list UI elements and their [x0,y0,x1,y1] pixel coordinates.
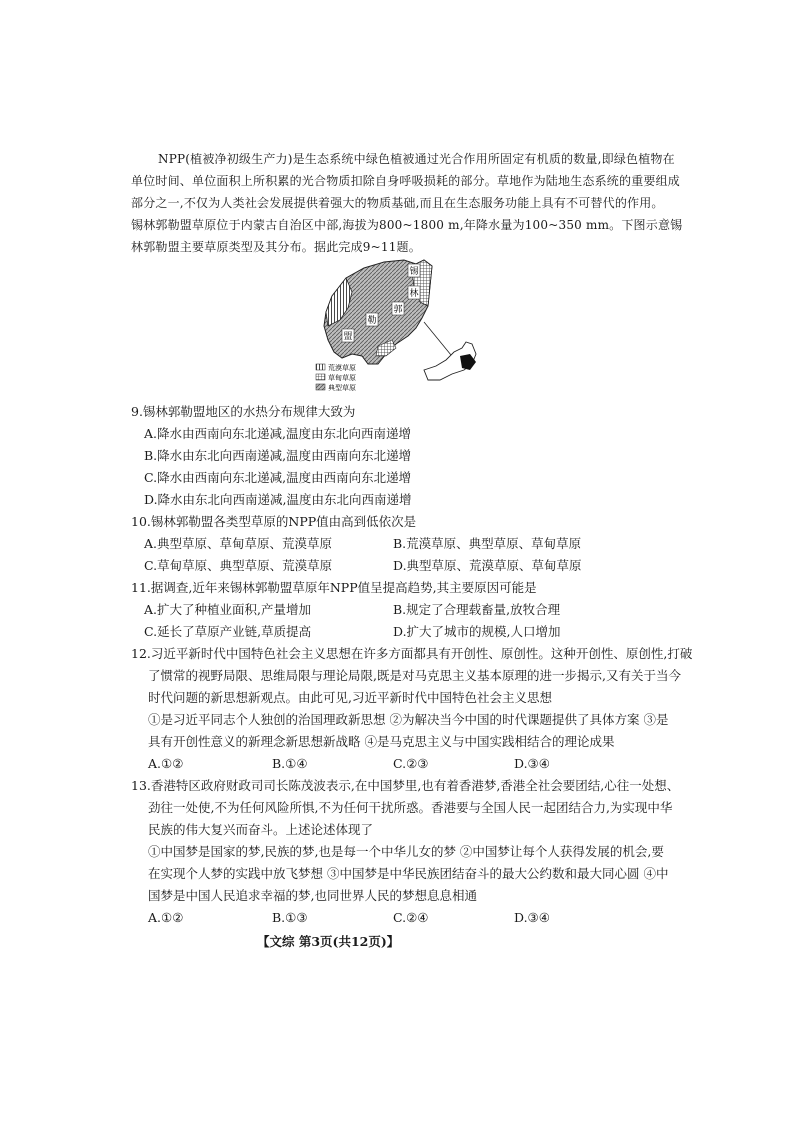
q13-option-d[interactable]: D.③④ [514,910,550,925]
legend-meadow: 草甸草原 [328,374,356,382]
map-svg [312,256,482,398]
q11-option-b[interactable]: B.规定了合理载畜量,放牧合理 [393,602,561,617]
q11-option-c[interactable]: C.延长了草原产业链,草质提高 [144,624,312,639]
xilingol-map-figure [312,256,482,398]
q13-items-line-3: 国梦是中国人民追求幸福的梦,也同世界人民的梦想息息相通 [148,888,477,903]
q10-option-d[interactable]: D.典型草原、荒漠草原、草甸草原 [393,558,582,573]
q12-option-b[interactable]: B.①④ [272,756,308,771]
q12-option-d[interactable]: D.③④ [514,756,550,771]
map-label-meng: 盟 [343,332,353,342]
q13-option-a[interactable]: A.①② [148,910,184,925]
q13-stem-line-3: 民族的伟大复兴而奋斗。上述论述体现了 [148,822,374,837]
q9-option-b[interactable]: B.降水由东北向西南递减,温度由西南向东北递增 [144,448,412,463]
legend-desert: 荒漠草原 [328,364,356,372]
q13-option-b[interactable]: B.①③ [272,910,308,925]
intro-line-3: 部分之一,不仅为人类社会发展提供着强大的物质基础,而且在生态服务功能上具有不可替代的作用。 [131,196,664,210]
q12-option-a[interactable]: A.①② [148,756,184,771]
intro-line-1: NPP(植被净初级生产力)是生态系统中绿色植被通过光合作用所固定有机质的数量,即绿色植物在 [158,152,675,166]
q10-option-b[interactable]: B.荒漠草原、典型草原、草甸草原 [393,536,582,551]
q10-option-c[interactable]: C.草甸草原、典型草原、荒漠草原 [144,558,333,573]
q9-option-a[interactable]: A.降水由西南向东北递减,温度由东北向西南递增 [144,426,411,441]
q12-option-c[interactable]: C.②③ [393,756,429,771]
page-footer: 【文综 第3页(共12页)】 [257,934,400,949]
q13-option-c[interactable]: C.②④ [393,910,429,925]
q11-stem: 11.据调查,近年来锡林郭勒盟草原年NPP值呈提高趋势,其主要原因可能是 [131,580,537,595]
q12-items-line-1: ①是习近平同志个人独创的治国理政新思想 ②为解决当今中国的时代课题提供了具体方案 ③是 [148,712,669,727]
q13-items-line-2: 在实现个人梦的实践中放飞梦想 ③中国梦是中华民族团结奋斗的最大公约数和最大同心圆 ④中 [148,866,669,881]
map-label-le: 勒 [367,316,377,326]
q11-option-a[interactable]: A.扩大了种植业面积,产量增加 [144,602,311,617]
intro-line-5: 林郭勒盟主要草原类型及其分布。据此完成9~11题。 [131,240,421,254]
intro-line-2: 单位时间、单位面积上所积累的光合物质扣除自身呼吸损耗的部分。草地作为陆地生态系统的重要组成 [131,174,681,188]
legend-typical: 典型草原 [328,384,356,392]
map-label-lin: 林 [409,289,419,299]
map-label-guo: 郭 [393,305,403,315]
q10-option-a[interactable]: A.典型草原、草甸草原、荒漠草原 [144,536,333,551]
q12-items-line-2: 具有开创性意义的新理念新思想新战略 ④是马克思主义与中国实践相结合的理论成果 [148,734,615,749]
q11-option-d[interactable]: D.扩大了城市的规模,人口增加 [393,624,561,639]
q12-stem-line-3: 时代问题的新思想新观点。由此可见,习近平新时代中国特色社会主义思想 [148,690,552,705]
q9-option-c[interactable]: C.降水由西南向东北递减,温度由西南向东北递增 [144,470,412,485]
q12-stem-line-1: 12.习近平新时代中国特色社会主义思想在许多方面都具有开创性、原创性。这种开创性、原创性,打破 [131,646,693,661]
q9-stem: 9.锡林郭勒盟地区的水热分布规律大致为 [131,404,356,419]
q13-stem-line-2: 劲往一处使,不为任何风险所惧,不为任何干扰所惑。香港要与全国人民一起团结合力,为实现中华 [148,800,673,815]
map-label-xi: 锡 [409,267,419,277]
q10-stem: 10.锡林郭勒盟各类型草原的NPP值由高到低依次是 [131,514,417,529]
q12-stem-line-2: 了惯常的视野局限、思维局限与理论局限,既是对马克思主义基本原理的进一步揭示,又有关于当今 [148,668,681,683]
intro-line-4: 锡林郭勒盟草原位于内蒙古自治区中部,海拔为800~1800 m,年降水量为100~350 mm。下图示意锡 [131,218,683,232]
q13-stem-line-1: 13.香港特区政府财政司司长陈茂波表示,在中国梦里,也有着香港梦,香港全社会要团结,心往一处想、 [131,778,680,793]
q9-option-d[interactable]: D.降水由东北向西南递减,温度由东北向西南递增 [144,492,412,507]
q13-items-line-1: ①中国梦是国家的梦,民族的梦,也是每一个中华儿女的梦 ②中国梦让每个人获得发展的机会,要 [148,844,664,859]
